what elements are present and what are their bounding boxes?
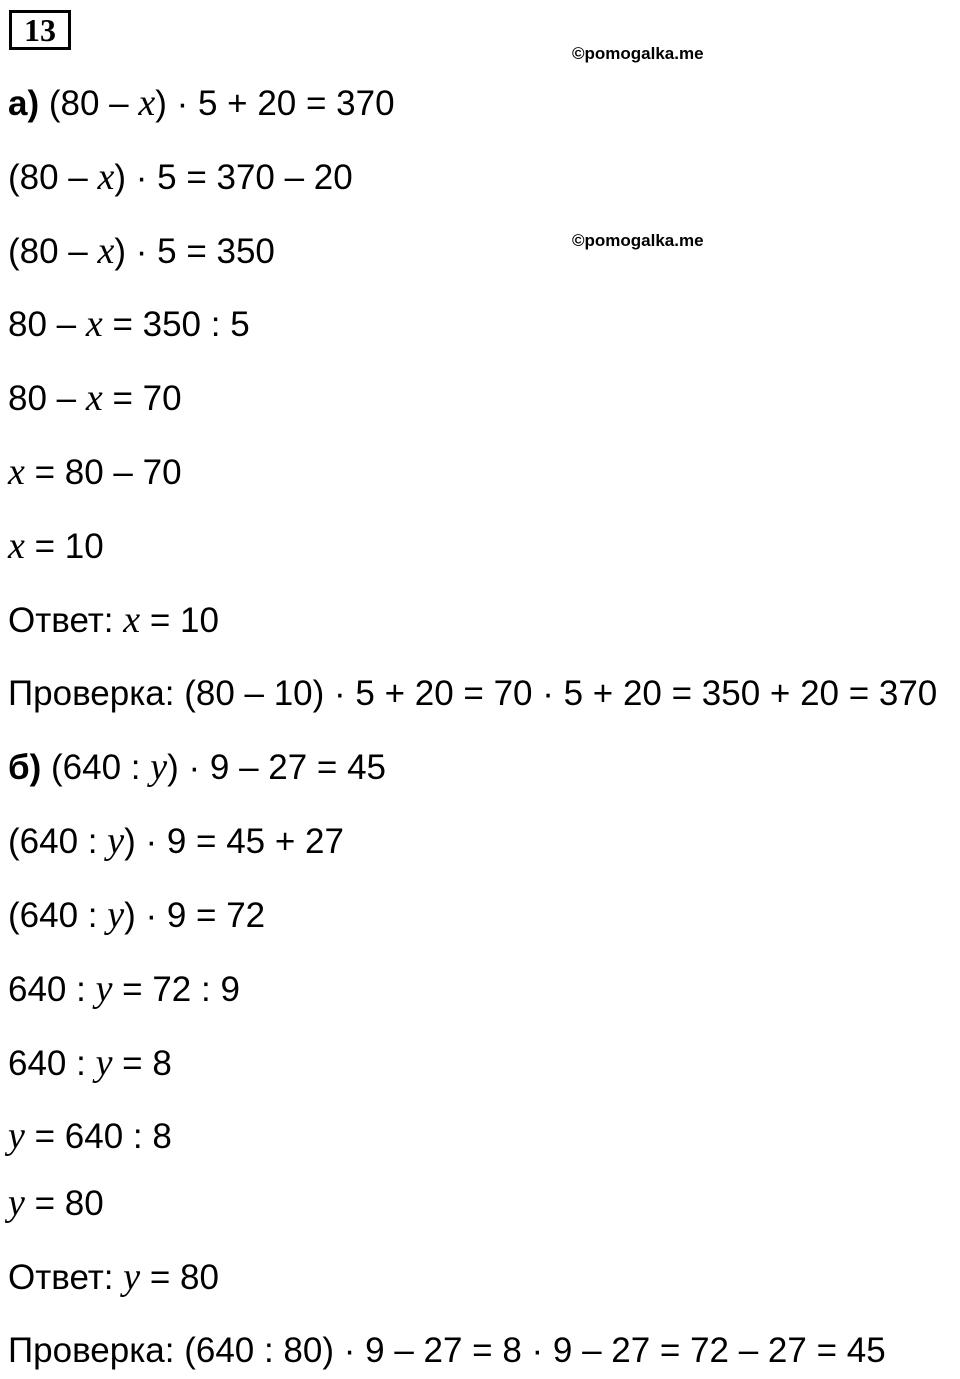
solution-step: 640 : y = 8 bbox=[8, 1042, 172, 1084]
part-a-label: а) bbox=[8, 84, 40, 123]
check-line: Проверка: (640 : 80) · 9 – 27 = 8 · 9 – 27 = 72 – 27 = 45 bbox=[8, 1331, 886, 1370]
solution-step: x = 80 – 70 bbox=[8, 451, 182, 493]
solution-step: (640 : y) · 9 = 72 bbox=[8, 894, 266, 936]
solution-step: (80 – x) · 5 = 370 – 20 bbox=[8, 156, 353, 198]
watermark: ©pomogalka.me bbox=[572, 44, 704, 63]
check-line: Проверка: (80 – 10) · 5 + 20 = 70 · 5 + 20 = 350 + 20 = 370 bbox=[8, 674, 938, 713]
answer-line: Ответ: x = 10 bbox=[8, 599, 219, 641]
solution-step: (640 : y) · 9 = 45 + 27 bbox=[8, 820, 344, 862]
answer-line: Ответ: y = 80 bbox=[8, 1256, 219, 1298]
solution-step: (80 – x) · 5 = 350 bbox=[8, 230, 275, 272]
solution-step: 80 – x = 350 : 5 bbox=[8, 303, 250, 345]
solution-step: 640 : y = 72 : 9 bbox=[8, 968, 240, 1010]
task-number: 13 bbox=[9, 10, 71, 50]
solution-step: x = 10 bbox=[8, 525, 104, 567]
solution-step: 80 – x = 70 bbox=[8, 377, 182, 419]
solution-step: y = 640 : 8 bbox=[8, 1115, 172, 1157]
part-b-label: б) bbox=[8, 748, 42, 787]
part-b-equation: б) (640 : y) · 9 – 27 = 45 bbox=[8, 746, 387, 788]
watermark: ©pomogalka.me bbox=[572, 231, 704, 250]
solution-step: y = 80 bbox=[8, 1182, 104, 1224]
part-a-equation: а) (80 – x) · 5 + 20 = 370 bbox=[8, 82, 395, 124]
